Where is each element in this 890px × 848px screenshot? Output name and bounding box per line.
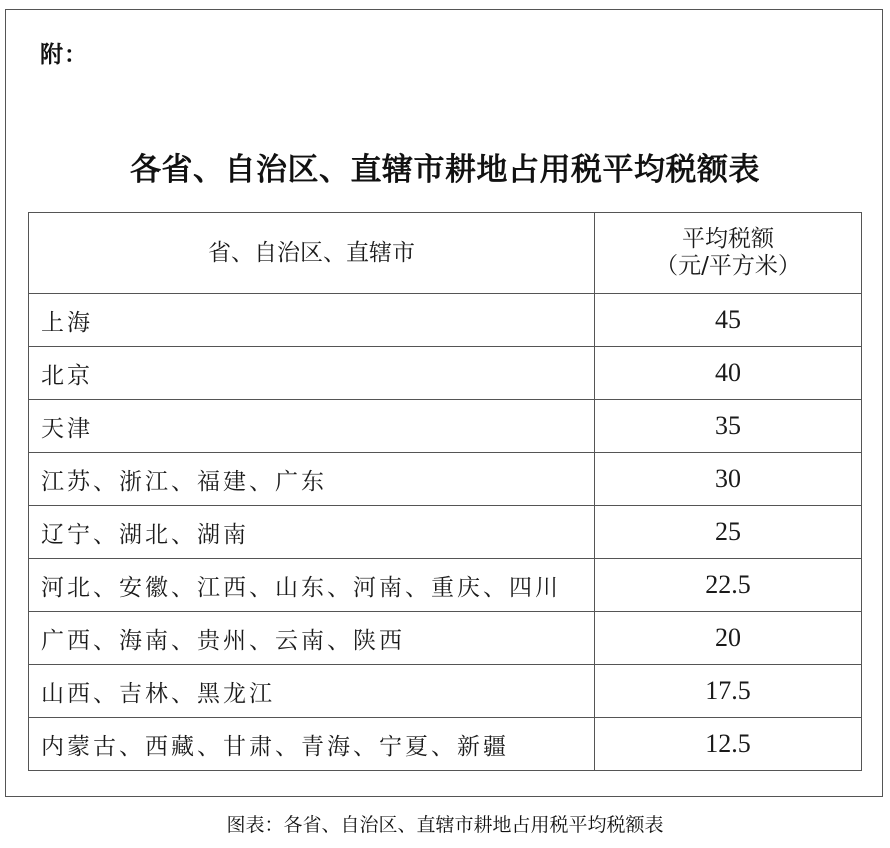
header-rate-line2: （元/平方米） [655,253,801,279]
region-cell: 辽宁、湖北、湖南 [29,506,595,559]
header-region: 省、自治区、直辖市 [29,213,595,294]
figure-caption: 图表：各省、自治区、直辖市耕地占用税平均税额表 [226,814,664,836]
document-frame [5,9,883,797]
annex-label: 附： [40,41,88,68]
region-cell: 上海 [29,294,595,347]
table-row [29,506,862,559]
rate-cell: 17.5 [595,665,862,718]
region-cell: 山西、吉林、黑龙江 [29,665,595,718]
rate-cell: 22.5 [595,559,862,612]
table-row [29,400,862,453]
table-row [29,665,862,718]
region-cell: 广西、海南、贵州、云南、陕西 [29,612,595,665]
table-row [29,294,862,347]
region-cell: 河北、安徽、江西、山东、河南、重庆、四川 [29,559,595,612]
tax-rate-table [28,212,862,771]
region-cell: 北京 [29,347,595,400]
table-row [29,612,862,665]
region-cell: 内蒙古、西藏、甘肃、青海、宁夏、新疆 [29,718,595,771]
header-rate [595,213,862,294]
header-rate-line1: 平均税额 [682,226,774,252]
table-row [29,559,862,612]
table-row [29,347,862,400]
rate-cell: 45 [595,294,862,347]
region-cell: 江苏、浙江、福建、广东 [29,453,595,506]
table-header-row [29,213,862,294]
document-title: 各省、自治区、直辖市耕地占用税平均税额表 [130,152,760,188]
rate-cell: 40 [595,347,862,400]
region-cell: 天津 [29,400,595,453]
table-row [29,718,862,771]
table-row [29,453,862,506]
rate-cell: 12.5 [595,718,862,771]
rate-cell: 25 [595,506,862,559]
rate-cell: 20 [595,612,862,665]
rate-cell: 35 [595,400,862,453]
rate-cell: 30 [595,453,862,506]
